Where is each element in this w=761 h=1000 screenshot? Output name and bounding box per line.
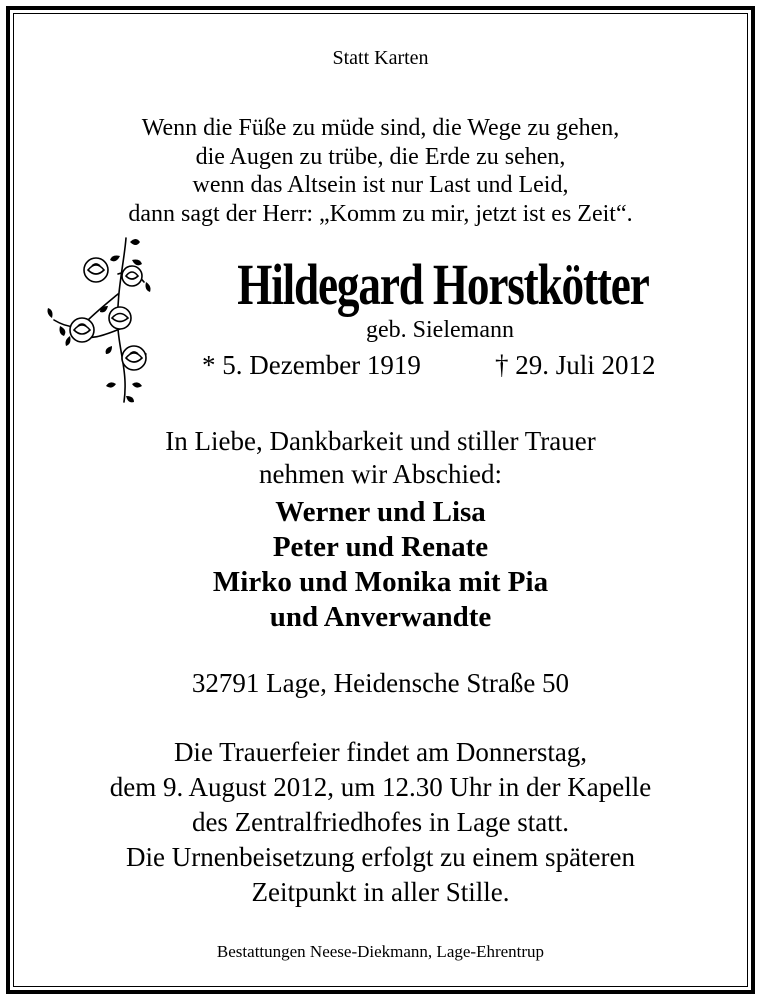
header-statt-karten: Statt Karten <box>332 47 429 69</box>
poem-line: wenn das Altsein ist nur Last und Leid, <box>192 172 569 198</box>
deceased-name: Hildegard Horstkötter <box>237 252 649 317</box>
poem-line: Wenn die Füße zu müde sind, die Wege zu gehen, <box>141 115 620 141</box>
service-line: Die Urnenbeisetzung erfolgt zu einem späteren <box>125 842 636 872</box>
service-line: dem 9. August 2012, um 12.30 Uhr in der Kapelle <box>109 772 652 802</box>
mourning-text <box>0 425 761 491</box>
birth-date: * 5. Dezember 1919 <box>202 350 421 380</box>
address: 32791 Lage, Heidensche Straße 50 <box>191 668 570 698</box>
family-member: Werner und Lisa <box>275 496 486 528</box>
service-line: Die Trauerfeier findet am Donnerstag, <box>173 737 588 767</box>
poem <box>0 114 761 228</box>
mourning-line: nehmen wir Abschied: <box>259 459 502 489</box>
funeral-home: Bestattungen Neese-Diekmann, Lage-Ehrentrup <box>216 942 545 961</box>
service-line: des Zentralfriedhofes in Lage statt. <box>191 807 570 837</box>
birth-name: geb. Sielemann <box>366 317 514 343</box>
family-member: und Anverwandte <box>269 601 492 633</box>
family-member: Mirko und Monika mit Pia <box>212 566 549 598</box>
family-list <box>0 495 761 635</box>
poem-line: die Augen zu trübe, die Erde zu sehen, <box>195 143 566 170</box>
rose-branch-icon <box>46 234 156 406</box>
family-member: Peter und Renate <box>272 531 489 563</box>
death-date: † 29. Juli 2012 <box>495 350 656 380</box>
service-line: Zeitpunkt in aller Stille. <box>251 877 510 907</box>
poem-line: dann sagt der Herr: „Komm zu mir, jetzt ist es Zeit“. <box>128 200 633 227</box>
service-info <box>0 735 761 910</box>
mourning-line: In Liebe, Dankbarkeit und stiller Trauer <box>165 426 596 456</box>
